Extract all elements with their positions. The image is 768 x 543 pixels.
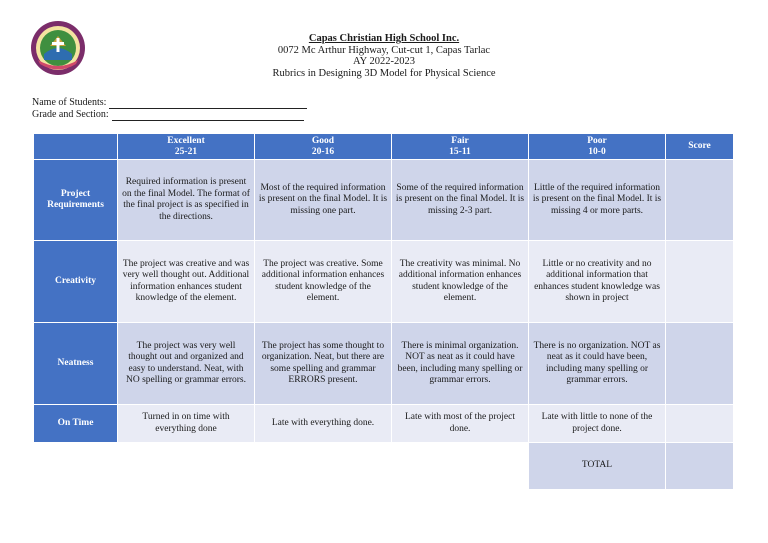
criterion-label: Neatness [34,323,118,405]
total-spacer [392,443,529,490]
column-header-poor [529,134,666,160]
criterion-label: On Time [34,405,118,443]
score-cell[interactable] [666,405,734,443]
total-spacer [255,443,392,490]
rubric-cell: Most of the required information is present on the final Model. It is missing one part. [255,160,392,241]
rubric-row-on-time [34,405,734,443]
rubric-header-row [34,134,734,160]
rubric-total-row [34,443,734,490]
rubric-cell: The project has some thought to organization. Neat, but there are some spelling and grammar ERRORS present. [255,323,392,405]
criterion-header-blank [34,134,118,160]
grade-section-label: Grade and Section: [32,109,109,120]
column-range: 20-16 [311,146,335,157]
column-range: 25-21 [174,146,198,157]
rubric-row-neatness [34,323,734,405]
rubric-cell: The creativity was minimal. No additional information enhances student knowledge of the element. [392,241,529,323]
rubric-cell: The project was creative and was very well thought out. Additional information enhances student knowledge of the element. [118,241,255,323]
grade-section-row [32,109,307,121]
rubric-table [33,133,734,490]
rubric-cell: The project was very well thought out and organized and easy to understand. Neat, with NO spelling or grammar errors. [118,323,255,405]
rubric-cell: There is no organization. NOT as neat as it could have been, including many spelling or grammar errors. [529,323,666,405]
column-label: Good [311,136,335,146]
students-name-label: Name of Students: [32,97,107,108]
total-spacer [118,443,255,490]
school-address: 0072 Mc Arthur Highway, Cut-cut 1, Capas Tarlac [277,44,491,56]
rubric-cell: Little or no creativity and no additional information that enhances student knowledge was shown in project [529,241,666,323]
score-cell[interactable] [666,241,734,323]
student-info-fields [32,97,307,121]
rubric-title: Rubrics in Designing 3D Model for Physical Science [272,67,496,79]
document-header [228,33,540,79]
criterion-label: Project Requirements [34,160,118,241]
students-name-row [32,97,307,109]
students-name-blank[interactable] [109,98,307,109]
column-header-score: Score [666,134,734,160]
grade-section-blank[interactable] [112,110,304,121]
school-name: Capas Christian High School Inc. [308,33,460,44]
rubric-cell: Little of the required information is present on the final Model. It is missing 4 or more parts. [529,160,666,241]
rubric-cell: Late with little to none of the project done. [529,405,666,443]
rubric-cell: Late with everything done. [255,405,392,443]
rubric-cell: Turned in on time with everything done [118,405,255,443]
rubric-cell: The project was creative. Some additional information enhances student knowledge of the element. [255,241,392,323]
column-header-fair [392,134,529,160]
total-spacer [34,443,118,490]
column-header-good [255,134,392,160]
column-label: Fair [451,136,469,146]
total-label: TOTAL [529,443,666,490]
total-score-cell[interactable] [666,443,734,490]
score-cell[interactable] [666,160,734,241]
rubric-row-creativity [34,241,734,323]
school-seal-logo [30,20,86,76]
rubric-cell: There is minimal organization. NOT as neat as it could have been, including many spelling or grammar errors. [392,323,529,405]
rubric-cell: Late with most of the project done. [392,405,529,443]
column-header-excellent [118,134,255,160]
column-label: Poor [587,136,607,146]
rubric-cell: Some of the required information is present on the final Model. It is missing 2-3 part. [392,160,529,241]
rubric-cell: Required information is present on the final Model. The format of the final project is as specified in the directions. [118,160,255,241]
column-label: Excellent [167,136,205,146]
rubric-row-project-requirements [34,160,734,241]
criterion-label: Creativity [34,241,118,323]
score-cell[interactable] [666,323,734,405]
column-range: 15-11 [449,146,471,157]
academic-year: AY 2022-2023 [353,56,415,67]
column-range: 10-0 [588,146,606,157]
